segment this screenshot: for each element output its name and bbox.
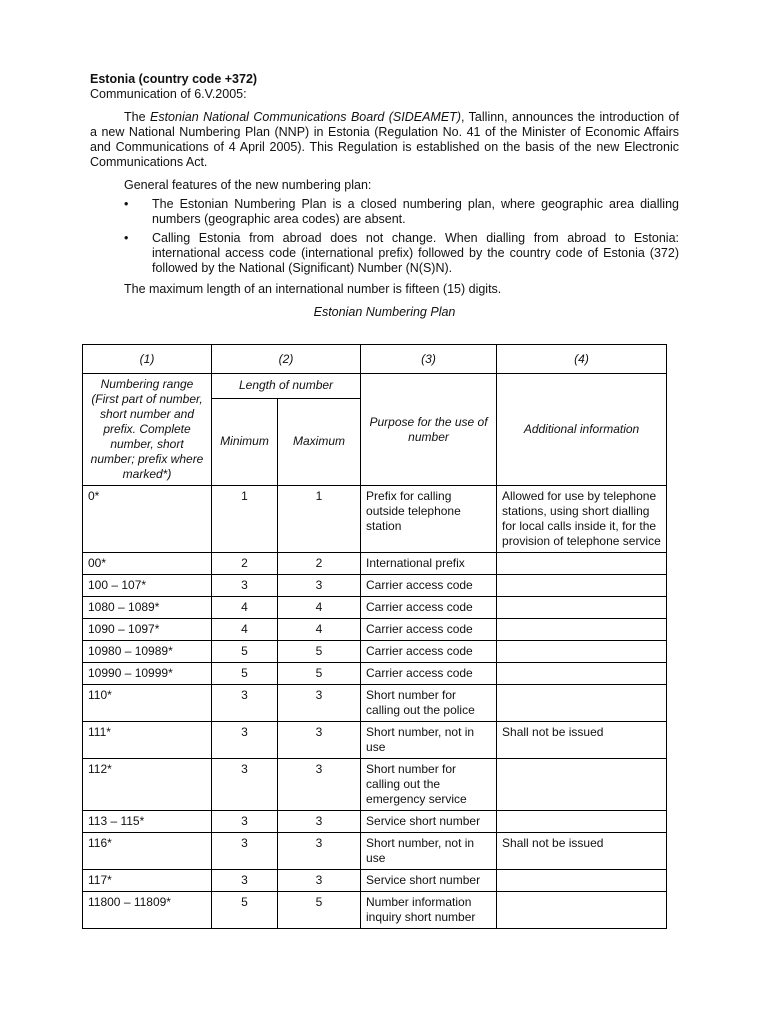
maximum-cell: 3 [278, 759, 361, 811]
purpose-cell: Carrier access code [361, 619, 497, 641]
document-title: Estonia (country code +372) [90, 72, 258, 86]
minimum-header: Minimum [212, 398, 278, 485]
range-cell: 1080 – 1089* [83, 597, 212, 619]
intro-rest: , Tallinn, announces the introduction of a new National Numbering Plan (NNP) in Estonia (Regulation No. 41 of the Minister of Economic Affairs and Communications of 4 April 2005). This Regulation is established on the basis of the new Electronic Communications Act. [90, 110, 679, 169]
purpose-cell: Service short number [361, 811, 497, 833]
minimum-cell: 3 [212, 870, 278, 892]
table-row [83, 870, 667, 892]
minimum-cell: 3 [212, 685, 278, 722]
purpose-cell: Short number, not in use [361, 833, 497, 870]
col-number-1: (1) [83, 345, 212, 374]
table-row [83, 553, 667, 575]
minimum-cell: 3 [212, 759, 278, 811]
maximum-cell: 4 [278, 597, 361, 619]
range-cell: 0* [83, 486, 212, 553]
info-cell [497, 663, 667, 685]
minimum-cell: 3 [212, 833, 278, 870]
numbering-plan-table [82, 344, 667, 929]
purpose-cell: Service short number [361, 870, 497, 892]
info-cell: Allowed for use by telephone stations, using short dialling for local calls inside it, for the provision of telephone service [497, 486, 667, 553]
info-cell [497, 811, 667, 833]
info-cell [497, 553, 667, 575]
header-row [83, 374, 667, 399]
maximum-cell: 3 [278, 685, 361, 722]
feature-item [90, 197, 679, 227]
minimum-cell: 4 [212, 619, 278, 641]
feature-item [90, 231, 679, 276]
info-cell: Shall not be issued [497, 833, 667, 870]
maximum-cell: 5 [278, 663, 361, 685]
info-cell [497, 619, 667, 641]
minimum-cell: 5 [212, 641, 278, 663]
minimum-cell: 1 [212, 486, 278, 553]
purpose-cell: Number information inquiry short number [361, 892, 497, 929]
col-number-3: (3) [361, 345, 497, 374]
numbering-range-header: Numbering range (First part of number, short number and prefix. Complete number, short number; prefix where marked*) [83, 374, 212, 486]
purpose-cell: Short number, not in use [361, 722, 497, 759]
purpose-cell: Carrier access code [361, 575, 497, 597]
feature-text: Calling Estonia from abroad does not change. When dialling from abroad to Estonia: international access code (international prefix) followed by the country code of Estonia (372) followed by the National (Significant) Number (N(S)N). [152, 231, 679, 275]
maximum-cell: 5 [278, 641, 361, 663]
bullet-icon: • [124, 197, 129, 211]
communication-date: Communication of 6.V.2005: [90, 87, 247, 101]
range-cell: 116* [83, 833, 212, 870]
purpose-header: Purpose for the use of number [361, 374, 497, 486]
range-cell: 10990 – 10999* [83, 663, 212, 685]
range-cell: 112* [83, 759, 212, 811]
minimum-cell: 5 [212, 892, 278, 929]
col-number-4: (4) [497, 345, 667, 374]
purpose-cell: Carrier access code [361, 641, 497, 663]
maximum-cell: 4 [278, 619, 361, 641]
maximum-cell: 3 [278, 811, 361, 833]
range-cell: 110* [83, 685, 212, 722]
range-cell: 111* [83, 722, 212, 759]
minimum-cell: 4 [212, 597, 278, 619]
table-row [83, 811, 667, 833]
minimum-cell: 2 [212, 553, 278, 575]
table-caption: Estonian Numbering Plan [313, 305, 456, 319]
maximum-cell: 2 [278, 553, 361, 575]
maximum-cell: 5 [278, 892, 361, 929]
feature-text: The Estonian Numbering Plan is a closed numbering plan, where geographic area dialling numbers (geographic area codes) are absent. [152, 197, 679, 226]
table-row [83, 663, 667, 685]
features-heading: General features of the new numbering plan: [124, 178, 372, 192]
max-length-note: The maximum length of an international number is fifteen (15) digits. [124, 282, 502, 296]
info-cell [497, 641, 667, 663]
range-cell: 113 – 115* [83, 811, 212, 833]
info-cell: Shall not be issued [497, 722, 667, 759]
maximum-cell: 3 [278, 833, 361, 870]
table-row [83, 759, 667, 811]
minimum-cell: 3 [212, 811, 278, 833]
info-cell [497, 597, 667, 619]
table-row [83, 892, 667, 929]
maximum-cell: 3 [278, 722, 361, 759]
additional-info-header: Additional information [497, 374, 667, 486]
info-cell [497, 759, 667, 811]
table-row [83, 619, 667, 641]
table-row [83, 685, 667, 722]
maximum-cell: 3 [278, 870, 361, 892]
table-row [83, 833, 667, 870]
intro-paragraph [90, 110, 679, 170]
intro-lead: The [124, 110, 150, 124]
range-cell: 10980 – 10989* [83, 641, 212, 663]
table-row [83, 597, 667, 619]
range-cell: 00* [83, 553, 212, 575]
table-row [83, 575, 667, 597]
purpose-cell: Short number for calling out the police [361, 685, 497, 722]
maximum-cell: 1 [278, 486, 361, 553]
col-number-2: (2) [212, 345, 361, 374]
info-cell [497, 685, 667, 722]
purpose-cell: Carrier access code [361, 663, 497, 685]
maximum-cell: 3 [278, 575, 361, 597]
range-cell: 11800 – 11809* [83, 892, 212, 929]
minimum-cell: 3 [212, 575, 278, 597]
length-header: Length of number [212, 374, 361, 399]
board-name: Estonian National Communications Board (SIDEAMET) [150, 110, 461, 124]
info-cell [497, 870, 667, 892]
table-row [83, 641, 667, 663]
range-cell: 1090 – 1097* [83, 619, 212, 641]
minimum-cell: 5 [212, 663, 278, 685]
info-cell [497, 892, 667, 929]
purpose-cell: Prefix for calling outside telephone station [361, 486, 497, 553]
range-cell: 100 – 107* [83, 575, 212, 597]
table-row [83, 722, 667, 759]
table-row [83, 486, 667, 553]
purpose-cell: Carrier access code [361, 597, 497, 619]
features-list [90, 197, 679, 276]
purpose-cell: Short number for calling out the emergency service [361, 759, 497, 811]
minimum-cell: 3 [212, 722, 278, 759]
range-cell: 117* [83, 870, 212, 892]
maximum-header: Maximum [278, 398, 361, 485]
info-cell [497, 575, 667, 597]
document-page [90, 72, 679, 320]
bullet-icon: • [124, 231, 129, 245]
column-number-row [83, 345, 667, 374]
purpose-cell: International prefix [361, 553, 497, 575]
